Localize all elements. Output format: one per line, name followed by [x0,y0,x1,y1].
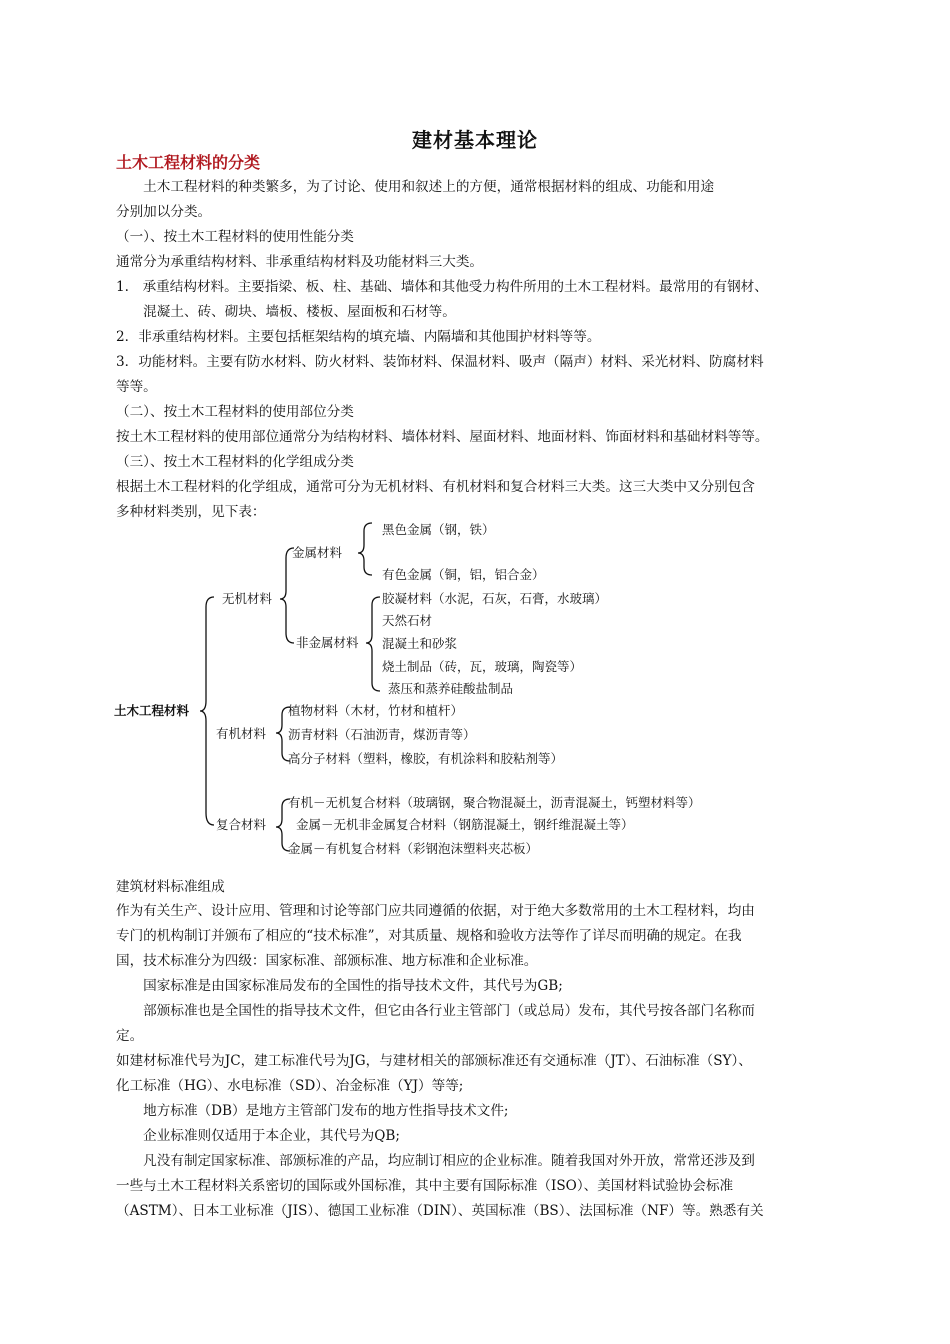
section-heading-classification: 土木工程材料的分类 [116,153,261,172]
list-item: 等等。 [116,379,157,395]
brace-metal [358,523,372,575]
paragraph-line: 根据土木工程材料的化学组成，通常可分为无机材料、有机材料和复合材料三大类。这三大类中又分别包含 [116,479,755,495]
paragraph-line: 按土木工程材料的使用部位通常分为结构材料、墙体材料、屋面材料、地面材料、饰面材料和基础材料等等。 [116,429,769,445]
paragraph-line: 国家标准是由国家标准局发布的全国性的指导技术文件，其代号为GB; [116,978,563,994]
tree-silicate-label: 蒸压和蒸养硅酸盐制品 [388,681,514,696]
document-title: 建材基本理论 [412,128,538,152]
tree-comp2-label: 金属－无机非金属复合材料（钢筋混凝土，钢纤维混凝土等） [296,817,634,832]
tree-fired-label: 烧土制品（砖，瓦，玻璃，陶瓷等） [382,659,583,674]
classification-tree-diagram [0,515,950,865]
paragraph-line: 企业标准则仅适用于本企业，其代号为QB; [116,1128,400,1144]
tree-organic-label: 有机材料 [216,726,267,741]
tree-metal-label: 金属材料 [292,545,343,560]
paragraph-line: 专门的机构制订并颁布了相应的“技术标准”，对其质量、规格和验收方法等作了详尽而明确的规定。在我 [116,928,742,944]
paragraph-line: 作为有关生产、设计应用、管理和讨论等部门应共同遵循的依据，对于绝大多数常用的土木工程材料，均由 [116,903,755,919]
paragraph-line: 定。 [116,1028,144,1044]
paragraph-line: 国，技术标准分为四级：国家标准、部颁标准、地方标准和企业标准。 [116,953,538,969]
tree-comp3-label: 金属－有机复合材料（彩钢泡沫塑料夹芯板） [288,841,539,856]
tree-asphalt-label: 沥青材料（石油沥青，煤沥青等） [288,727,476,742]
tree-binder-label: 胶凝材料（水泥，石灰，石膏，水玻璃） [382,591,608,606]
paragraph-line: 通常分为承重结构材料、非承重结构材料及功能材料三大类。 [116,254,484,270]
tree-comp1-label: 有机－无机复合材料（玻璃钢，聚合物混凝土，沥青混凝土，钙塑材料等） [288,795,701,810]
list-item: 3．功能材料。主要有防水材料、防火材料、装饰材料、保温材料、吸声（隔声）材料、采光材料、防腐材料 [116,354,764,370]
section-heading-standards: 建筑材料标准组成 [116,879,225,895]
tree-ferrous-label: 黑色金属（钢，铁） [382,522,495,537]
list-item: 2．非承重结构材料。主要包括框架结构的填充墙、内隔墙和其他围护材料等等。 [116,329,601,345]
brace-nonmetal [366,597,380,691]
paragraph-line: 土木工程材料的种类繁多，为了讨论、使用和叙述上的方便，通常根据材料的组成、功能和用途 [116,179,715,195]
tree-concrete-label: 混凝土和砂浆 [382,636,458,651]
paragraph-line: 如建材标准代号为JC，建工标准代号为JG，与建材相关的部颁标准还有交通标准（JT）、石油标准（SY）、 [116,1053,752,1069]
tree-nonmetal-label: 非金属材料 [296,635,359,650]
brace-root [200,597,214,825]
paragraph-line: 化工标准（HG）、水电标准（SD）、冶金标准（YJ）等等; [116,1078,464,1094]
paragraph-line: 部颁标准也是全国性的指导技术文件，但它由各行业主管部门（或总局）发布，其代号按各部门名称而 [116,1003,755,1019]
list-item: 1. 承重结构材料。主要指梁、板、柱、基础、墙体和其他受力构件所用的土木工程材料。最常用的有钢材、 [116,279,768,295]
tree-inorganic-label: 无机材料 [222,591,273,606]
paragraph-line: 一些与土木工程材料关系密切的国际或外国标准，其中主要有国际标准（ISO）、美国材料试验协会标准 [116,1178,734,1194]
paragraph-line: （ASTM）、日本工业标准（JIS）、德国工业标准（DIN）、英国标准（BS）、法国标准（NF）等。熟悉有关 [116,1203,764,1219]
subheading-chemical: （三）、按土木工程材料的化学组成分类 [116,454,354,470]
paragraph-line: 凡没有制定国家标准、部颁标准的产品，均应制订相应的企业标准。随着我国对外开放，常常还涉及到 [116,1153,755,1169]
subheading-position: （二）、按土木工程材料的使用部位分类 [116,404,354,420]
tree-composite-label: 复合材料 [216,817,267,832]
tree-root-label: 土木工程材料 [114,703,190,718]
brace-inorganic [280,548,294,643]
tree-nonferrous-label: 有色金属（铜，铝，铝合金） [382,567,545,582]
paragraph-line: 多种材料类别，见下表： [116,504,266,520]
tree-polymer-label: 高分子材料（塑料，橡胶，有机涂料和胶粘剂等） [288,751,564,766]
paragraph-line: 地方标准（DB）是地方主管部门发布的地方性指导技术文件; [116,1103,509,1119]
subheading-usage: （一）、按土木工程材料的使用性能分类 [116,229,354,245]
tree-plant-label: 植物材料（木材，竹材和植杆） [288,703,464,718]
list-item: 混凝土、砖、砌块、墙板、楼板、屋面板和石材等。 [116,304,456,320]
tree-stone-label: 天然石材 [382,613,433,628]
paragraph-line: 分别加以分类。 [116,204,212,220]
